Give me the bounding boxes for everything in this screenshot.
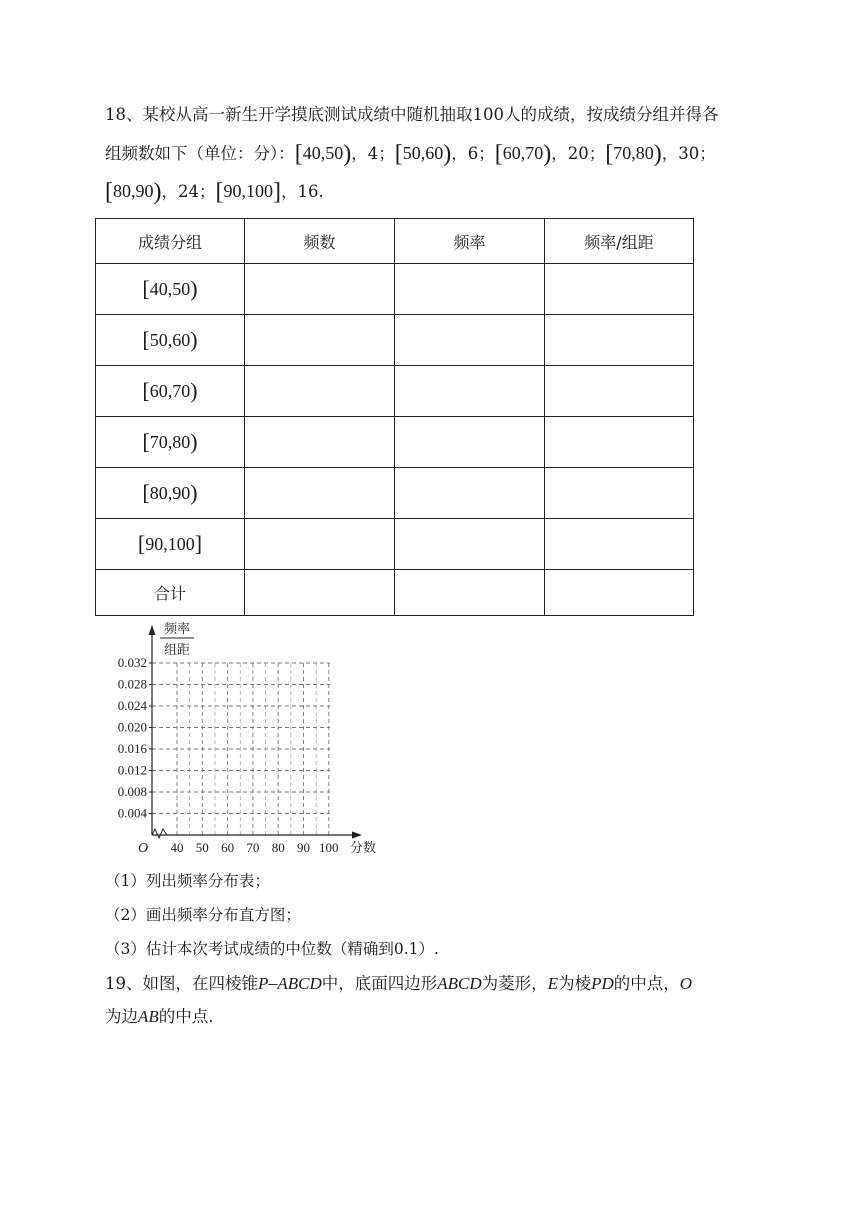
header-frequency: 频率 bbox=[395, 219, 545, 264]
table-row bbox=[96, 519, 694, 570]
x-axis-arrow-icon bbox=[352, 832, 362, 839]
total-label: 合计 bbox=[96, 570, 245, 616]
subquestion-3: （3）估计本次考试成绩的中位数（精确到0.1）. bbox=[105, 940, 439, 958]
frequency-cell[interactable] bbox=[395, 417, 545, 468]
subquestion-2: （2）画出频率分布直方图； bbox=[105, 906, 301, 924]
y-tick-label: 0.004 bbox=[117, 805, 147, 821]
y-tick-label: 0.016 bbox=[117, 741, 147, 756]
y-axis-ticks bbox=[118, 655, 152, 821]
row-group-cell: [50,60) bbox=[96, 315, 245, 366]
count-40-50: 4 bbox=[367, 144, 379, 163]
group-40-50: [40,50) bbox=[294, 141, 352, 167]
count-80-90: 24 bbox=[178, 182, 199, 201]
count-cell[interactable] bbox=[245, 519, 395, 570]
count-cell[interactable] bbox=[245, 366, 395, 417]
count-90-100: 16 bbox=[297, 182, 319, 201]
q18-text-1: 18、某校从高一新生开学摸底测试成绩中随机抽取100人的成绩，按成绩分组并得各 bbox=[105, 105, 719, 124]
x-axis-ticks bbox=[171, 840, 339, 855]
y-tick-label: 0.020 bbox=[117, 719, 147, 735]
group-90-100: [90,100] bbox=[215, 179, 281, 205]
x-tick-label: 90 bbox=[297, 840, 310, 855]
y-tick-label: 0.032 bbox=[117, 655, 147, 670]
y-tick-label: 0.024 bbox=[117, 698, 147, 713]
count-60-70: 20 bbox=[567, 144, 589, 163]
histogram-grid bbox=[100, 616, 390, 856]
count-cell[interactable] bbox=[245, 468, 395, 519]
density-total-cell[interactable] bbox=[545, 570, 694, 616]
y-label-top: 频率 bbox=[163, 622, 191, 637]
y-tick-label: 0.012 bbox=[117, 762, 147, 778]
group-80-90: [80,90) bbox=[105, 179, 162, 205]
density-cell[interactable] bbox=[545, 264, 694, 315]
x-tick-label: 70 bbox=[246, 840, 260, 855]
density-cell[interactable] bbox=[545, 417, 694, 468]
table-row bbox=[96, 264, 694, 315]
x-tick-label: 80 bbox=[271, 840, 285, 855]
grid-lines bbox=[152, 663, 330, 835]
table-row bbox=[96, 468, 694, 519]
table-row bbox=[96, 417, 694, 468]
y-tick-label: 0.028 bbox=[117, 676, 147, 692]
row-group-cell: [40,50) bbox=[96, 264, 245, 315]
row-group-cell: [80,90) bbox=[96, 468, 245, 519]
frequency-cell[interactable] bbox=[395, 315, 545, 366]
row-group-cell: [70,80) bbox=[96, 417, 245, 468]
x-axis-label: 分数 bbox=[350, 841, 377, 856]
table-header-row bbox=[96, 219, 694, 264]
axis-break-icon bbox=[152, 829, 170, 838]
q18-text-2: 组频数如下（单位：分）： bbox=[105, 144, 295, 163]
count-cell[interactable] bbox=[245, 417, 395, 468]
count-cell[interactable] bbox=[245, 264, 395, 315]
table-edge-mask bbox=[100, 616, 382, 620]
frequency-cell[interactable] bbox=[395, 519, 545, 570]
header-group: 成绩分组 bbox=[96, 219, 245, 264]
frequency-table bbox=[95, 218, 694, 616]
table-row bbox=[96, 315, 694, 366]
q18-line-2: 组频数如下（单位：分）：[40,50)，4；[50,60)，6；[60,70)，20；[70,80)，30； bbox=[105, 141, 716, 167]
row-group-cell: [60,70) bbox=[96, 366, 245, 417]
table-total-row bbox=[96, 570, 694, 616]
count-cell[interactable] bbox=[245, 315, 395, 366]
count-50-60: 6 bbox=[467, 144, 479, 163]
frequency-cell[interactable] bbox=[395, 366, 545, 417]
count-total-cell[interactable] bbox=[245, 570, 395, 616]
q19-line-2: 为边AB的中点. bbox=[105, 1007, 214, 1026]
x-tick-label: 50 bbox=[195, 840, 209, 855]
frequency-cell[interactable] bbox=[395, 264, 545, 315]
q19-line-1: 19、如图，在四棱锥P–ABCD中，底面四边形ABCD为菱形，E为棱PD的中点，O bbox=[105, 973, 693, 993]
y-axis-arrow-icon bbox=[149, 625, 156, 635]
count-70-80: 30 bbox=[678, 144, 700, 163]
x-tick-label: 40 bbox=[170, 840, 184, 855]
subquestion-1: （1）列出频率分布表； bbox=[105, 872, 270, 890]
x-tick-label: 100 bbox=[319, 840, 339, 855]
header-frequency-per-width: 频率/组距 bbox=[545, 219, 694, 264]
q18-line-3: [80,90)，24；[90,100]，16. bbox=[105, 179, 324, 205]
table-row bbox=[96, 366, 694, 417]
density-cell[interactable] bbox=[545, 468, 694, 519]
q18-line-1 bbox=[105, 104, 719, 126]
group-60-70: [60,70) bbox=[494, 141, 552, 167]
origin-label: O bbox=[138, 841, 149, 856]
density-cell[interactable] bbox=[545, 519, 694, 570]
group-50-60: [50,60) bbox=[394, 141, 452, 167]
frequency-cell[interactable] bbox=[395, 468, 545, 519]
x-tick-label: 60 bbox=[221, 840, 235, 855]
header-count: 频数 bbox=[245, 219, 395, 264]
y-tick-label: 0.008 bbox=[117, 784, 147, 799]
y-label-bottom: 组距 bbox=[163, 643, 191, 658]
row-group-cell: [90,100] bbox=[96, 519, 245, 570]
density-cell[interactable] bbox=[545, 315, 694, 366]
density-cell[interactable] bbox=[545, 366, 694, 417]
frequency-total-cell[interactable] bbox=[395, 570, 545, 616]
group-70-80: [70,80) bbox=[605, 141, 662, 167]
